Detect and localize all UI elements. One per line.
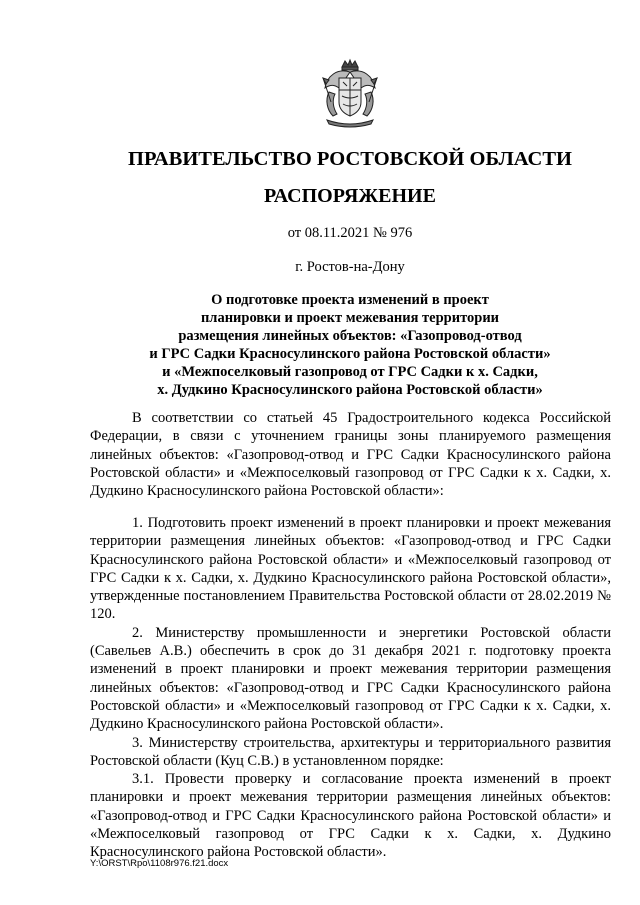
subject-line: и ГРС Садки Красносулинского района Ростовской области»	[149, 346, 551, 362]
clause-3: 3. Министерству строительства, архитектуры и территориального развития Ростовской области (Куц С.В.) в установленном порядке:	[90, 734, 611, 769]
coat-of-arms-emblem	[317, 58, 383, 130]
subject-line: размещения линейных объектов: «Газопровод-отвод	[178, 328, 522, 344]
document-subject	[0, 291, 640, 399]
government-title: ПРАВИТЕЛЬСТВО РОСТОВСКОЙ ОБЛАСТИ	[128, 148, 572, 170]
document-type: РАСПОРЯЖЕНИЕ	[264, 185, 436, 207]
preamble-section	[90, 409, 611, 500]
clause-2: 2. Министерству промышленности и энергетики Ростовской области (Савельев А.В.) обеспечить в срок до 31 декабря 2021 г. подготовку проекта изменений в проект планировки и проект межевания территории размещения линейных объектов: «Газопровод-отвод и ГРС Садки Красносулинского района Ростовской области» и «Межпоселковый газопровод от ГРС Садки к х. Садки, х. Дудкино Красносулинского района Ростовской области».	[90, 624, 611, 733]
subject-line: планировки и проект межевания территории	[200, 310, 500, 326]
document-date-number: от 08.11.2021 № 976	[287, 225, 413, 241]
clauses-section	[90, 514, 611, 862]
subject-line: и «Межпоселковый газопровод от ГРС Садки к х. Садки,	[162, 364, 538, 380]
document-city: г. Ростов-на-Дону	[295, 259, 405, 275]
file-path-footer: Y:\ORST\Rpo\1108r976.f21.docx	[90, 858, 229, 869]
preamble-paragraph: В соответствии со статьей 45 Градостроительного кодекса Российской Федерации, в связи с уточнением границы зоны планируемого размещения линейных объектов: «Газопровод-отвод и ГРС Садки Красносулинского района Ростовской области» и «Межпоселковый газопровод от ГРС Садки к х. Садки, х. Дудкино Красносулинского района Ростовской области»:	[90, 410, 611, 500]
clause-1: 1. Подготовить проект изменений в проект планировки и проект межевания территории размещения линейных объектов: «Газопровод-отвод и ГРС Садки Красносулинского района Ростовской области» и «Межпоселковый газопровод от ГРС Садки к х. Садки, х. Дудкино Красносулинского района Ростовской области», утвержденные постановлением Правительства Ростовской области от 28.02.2019 № 120.	[90, 515, 611, 623]
clause-3-1: 3.1. Провести проверку и согласование проекта изменений в проект планировки и проект межевания территории размещения линейных объектов: «Газопровод-отвод и ГРС Садки Красносулинского района Ростовской области» и «Межпоселковый газопровод от ГРС Садки к х. Садки, х. Дудкино Красносулинского района Ростовской области».	[90, 771, 611, 861]
subject-line: О подготовке проекта изменений в проект	[211, 292, 489, 308]
subject-line: х. Дудкино Красносулинского района Ростовской области»	[157, 382, 543, 398]
